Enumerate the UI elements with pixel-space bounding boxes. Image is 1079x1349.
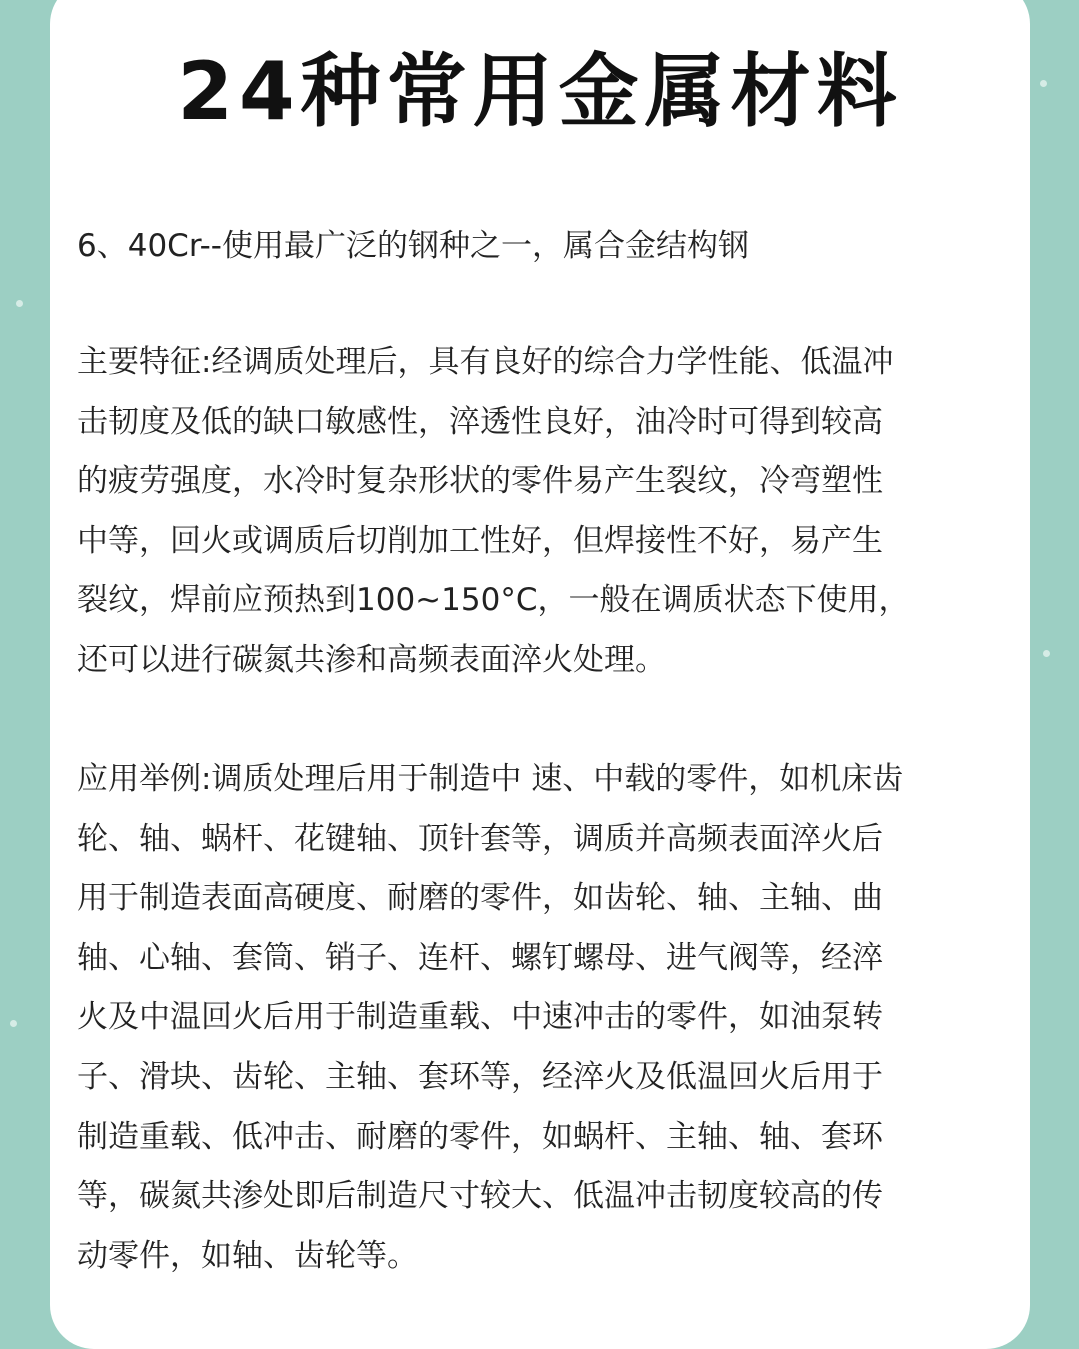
text-line: 还可以进行碳氮共渗和高频表面淬火处理。 [77,641,666,678]
text-line: 中等，回火或调质后切削加工性好，但焊接性不好，易产生 [77,522,883,559]
decor-dot [1040,80,1047,87]
decor-dot [1043,650,1050,657]
text-line: 的疲劳强度，水冷时复杂形状的零件易产生裂纹，冷弯塑性 [77,463,883,500]
section-heading: 6、40Cr--使用最广泛的钢种之一，属合金结构钢 [77,228,749,264]
text-line: 等，碳氮共渗处即后制造尺寸较大、低温冲击韧度较高的传 [77,1178,883,1215]
applications-paragraph [77,750,1007,1286]
text-line: 火及中温回火后用于制造重载、中速冲击的零件，如油泵转 [77,999,883,1036]
text-line: 制造重载、低冲击、耐磨的零件，如蜗杆、主轴、轴、套环 [77,1118,883,1155]
features-paragraph [77,333,1007,691]
decor-dot [16,300,23,307]
content-card [50,0,1030,1349]
text-line: 轴、心轴、套筒、销子、连杆、螺钉螺母、进气阀等，经淬 [77,939,883,976]
text-line: 轮、轴、蜗杆、花键轴、顶针套等，调质并高频表面淬火后 [77,820,883,857]
text-line: 主要特征:经调质处理后，具有良好的综合力学性能、低温冲 [77,344,894,380]
text-line: 击韧度及低的缺口敏感性，淬透性良好，油冷时可得到较高 [77,403,883,440]
page-title: 24种常用金属材料 [177,45,903,138]
text-line: 子、滑块、齿轮、主轴、套环等，经淬火及低温回火后用于 [77,1058,883,1095]
text-line: 动零件，如轴、齿轮等。 [77,1237,418,1274]
text-line: 应用举例:调质处理后用于制造中 速、中载的零件，如机床齿 [77,761,904,797]
text-line: 裂纹，焊前应预热到100~150°C，一般在调质状态下使用， [77,582,910,619]
decor-dot [10,1020,17,1027]
text-line: 用于制造表面高硬度、耐磨的零件，如齿轮、轴、主轴、曲 [77,880,883,917]
